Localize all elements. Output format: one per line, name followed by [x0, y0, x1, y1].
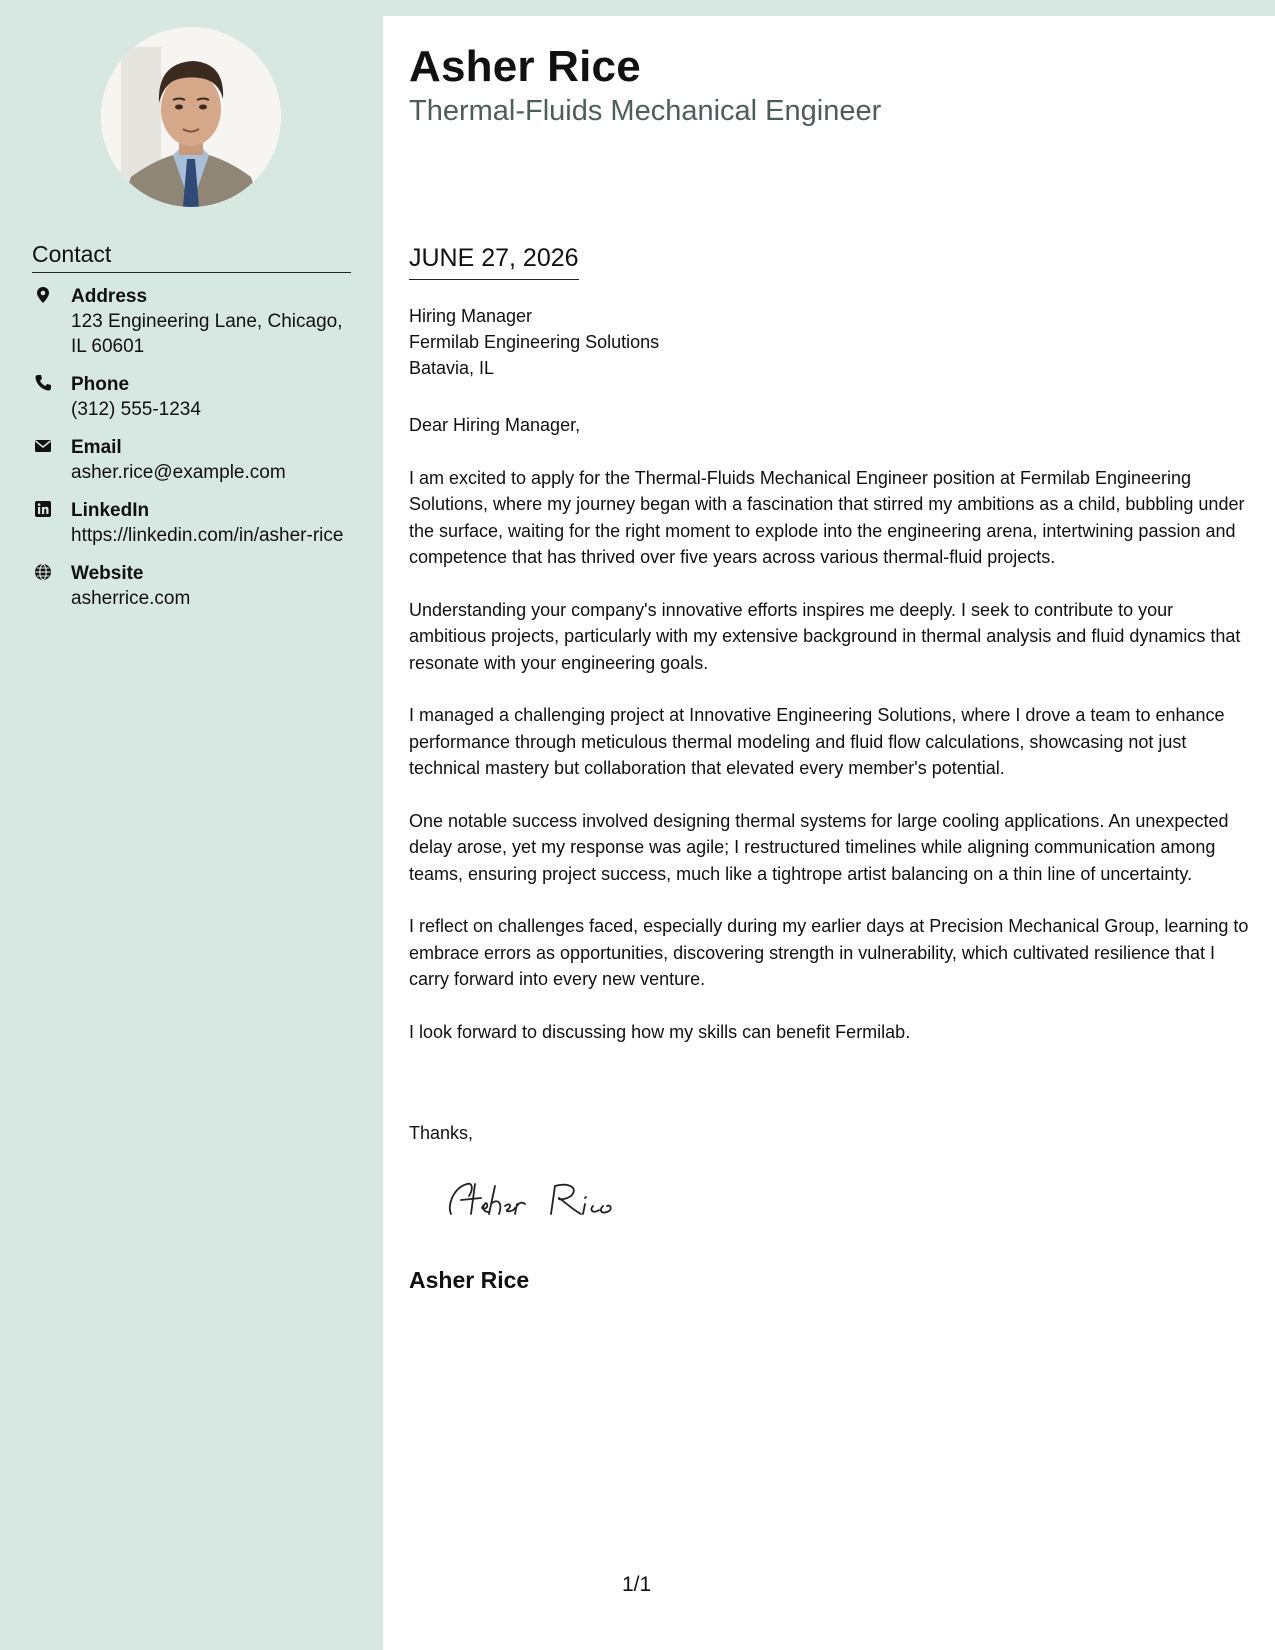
contact-address	[32, 284, 352, 359]
handwritten-signature	[443, 1176, 633, 1226]
contact-linkedin	[32, 498, 352, 548]
letter-main	[383, 16, 1275, 1650]
letter-date: JUNE 27, 2026	[409, 244, 579, 280]
body-paragraph: I reflect on challenges faced, especially during my earlier days at Precision Mechanical Group, learning to embrace errors as opportunities, discovering strength in vulnerability, which cultivated resilience that I carry forward into every new venture.	[409, 916, 1249, 989]
contact-label: LinkedIn	[71, 500, 150, 521]
salutation: Dear Hiring Manager,	[409, 415, 581, 435]
contact-label: Website	[71, 563, 144, 584]
envelope-icon	[34, 437, 52, 455]
applicant-title: Thermal-Fluids Mechanical Engineer	[409, 95, 882, 127]
linkedin-icon	[34, 500, 52, 518]
body-paragraph: I am excited to apply for the Thermal-Fluids Mechanical Engineer position at Fermilab Engineering Solutions, where my journey began with a fascination that stirred my ambitions as a child, bubbling under the surface, waiting for the right moment to explode into the engineering arena, intertwining passion and competence that has thrived over five years across various thermal-fluid projects.	[409, 467, 1245, 567]
contact-email	[32, 435, 352, 485]
page-number: 1/1	[622, 1573, 652, 1596]
body-paragraph: Understanding your company's innovative efforts inspires me deeply. I seek to contribute to your ambitious projects, particularly with my extensive background in thermal analysis and fluid dynamics that resonate with your engineering goals.	[409, 599, 1241, 673]
contact-value[interactable]: https://linkedin.com/in/asher-rice	[71, 525, 344, 546]
contact-value: 123 Engineering Lane, Chicago, IL 60601	[71, 311, 343, 357]
sidebar	[0, 0, 383, 1650]
applicant-name: Asher Rice	[409, 42, 641, 91]
closing: Thanks,	[409, 1123, 474, 1143]
contact-label: Email	[71, 437, 122, 458]
contact-label: Address	[71, 286, 148, 307]
body-paragraph: I managed a challenging project at Innovative Engineering Solutions, where I drove a team to enhance performance through meticulous thermal modeling and fluid flow calculations, showcasing not just technical mastery but collaboration that elevated every member's potential.	[409, 705, 1225, 778]
recipient-line: Hiring Manager	[409, 306, 533, 326]
contact-heading: Contact	[32, 241, 351, 273]
globe-icon	[34, 563, 52, 581]
body-paragraph: I look forward to discussing how my skills can benefit Fermilab.	[409, 1021, 911, 1042]
profile-photo	[101, 27, 281, 207]
recipient-block	[409, 303, 659, 381]
contact-label: Phone	[71, 374, 130, 395]
contact-list	[32, 284, 352, 624]
letter-body	[409, 412, 1249, 1071]
contact-value[interactable]: asherrice.com	[71, 588, 191, 609]
recipient-line: Fermilab Engineering Solutions	[409, 332, 660, 352]
contact-value: (312) 555-1234	[71, 399, 201, 420]
contact-website	[32, 561, 352, 611]
body-paragraph: One notable success involved designing thermal systems for large cooling applications. An unexpected delay arose, yet my response was agile; I restructured timelines while aligning communication among teams, ensuring project success, much like a tightrope artist balancing on a thin line of uncertainty.	[409, 810, 1229, 884]
avatar	[101, 27, 281, 207]
contact-value: asher.rice@example.com	[71, 462, 286, 483]
phone-icon	[34, 374, 52, 392]
contact-phone	[32, 372, 352, 422]
map-pin-icon	[34, 286, 52, 304]
recipient-line: Batavia, IL	[409, 358, 495, 378]
signer-name: Asher Rice	[409, 1267, 530, 1293]
